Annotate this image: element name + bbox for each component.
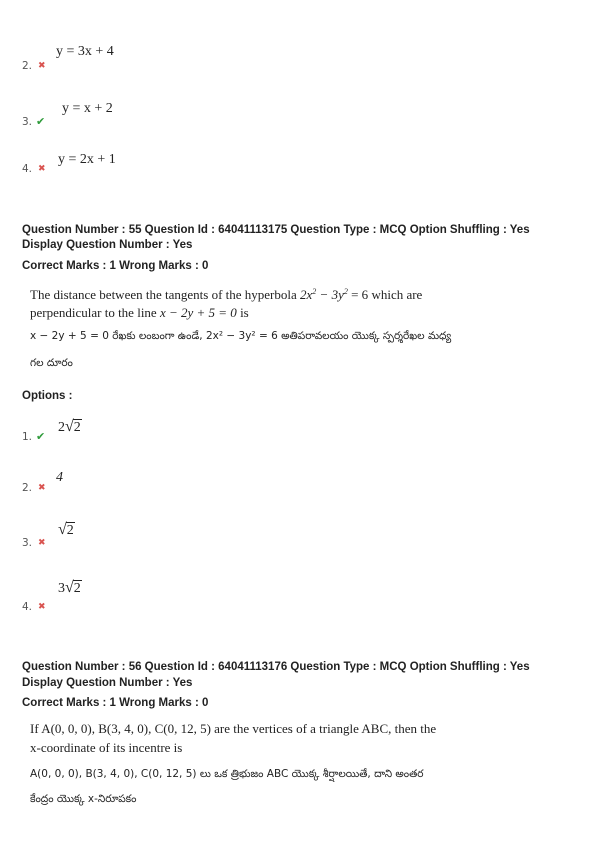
question-text-te-line1: x − 2y + 5 = 0 రేఖకు లంబంగా ఉండే, 2x² − 3y² = 6 అతిపరావలయం యొక్క స్పర్శరేఖల మధ్య — [30, 330, 452, 342]
question-text-en-line1: If A(0, 0, 0), B(3, 4, 0), C(0, 12, 5) are the vertices of a triangle ABC, then the — [30, 721, 437, 736]
option-text: y = 3x + 4 — [56, 44, 114, 59]
check-icon: ✔ — [36, 115, 46, 128]
option-number: 2. — [22, 482, 33, 494]
question-text-te-line1: A(0, 0, 0), B(3, 4, 0), C(0, 12, 5) లు ఒక త్రిభుజం ABC యొక్క శీర్షాలయితే, దాని అంతర — [30, 768, 424, 780]
display-question-number: Display Question Number : Yes — [22, 677, 193, 689]
option-text: y = x + 2 — [62, 101, 113, 116]
option-math: 2√2 — [58, 418, 81, 435]
question-text-te-line2: గల దూరం — [30, 357, 73, 369]
question-text-en-line2: x-coordinate of its incentre is — [30, 740, 183, 755]
cross-icon: ✖ — [38, 538, 46, 548]
option-text: y = 2x + 1 — [58, 152, 116, 167]
option-number: 4. — [22, 601, 33, 613]
marks-info: Correct Marks : 1 Wrong Marks : 0 — [22, 260, 209, 272]
option-number: 4. — [22, 163, 33, 175]
marks-info: Correct Marks : 1 Wrong Marks : 0 — [22, 697, 209, 709]
option-number: 3. — [22, 537, 33, 549]
option-math: √2 — [58, 521, 74, 538]
option-math: 3√2 — [58, 579, 81, 596]
cross-icon: ✖ — [38, 483, 46, 493]
question-header: Question Number : 56 Question Id : 64041113176 Question Type : MCQ Option Shuffling : Yes — [22, 661, 530, 673]
display-question-number: Display Question Number : Yes — [22, 239, 193, 251]
cross-icon: ✖ — [38, 164, 46, 174]
question-text-en-line2: perpendicular to the line x − 2y + 5 = 0 is — [30, 305, 249, 320]
option-number: 3. — [22, 116, 33, 128]
question-text-te-line2: కేంద్రం యొక్క x-నిరూపకం — [30, 793, 137, 805]
option-number: 2. — [22, 60, 33, 72]
option-math: 4 — [56, 470, 63, 485]
question-header: Question Number : 55 Question Id : 64041113175 Question Type : MCQ Option Shuffling : Yes — [22, 224, 530, 236]
cross-icon: ✖ — [38, 602, 46, 612]
options-label: Options : — [22, 390, 73, 402]
check-icon: ✔ — [36, 430, 46, 443]
cross-icon: ✖ — [38, 61, 46, 71]
option-number: 1. — [22, 431, 33, 443]
question-text-en-line1: The distance between the tangents of the hyperbola $2x^2 - 3y^2 = 6$ which are — [30, 287, 423, 302]
